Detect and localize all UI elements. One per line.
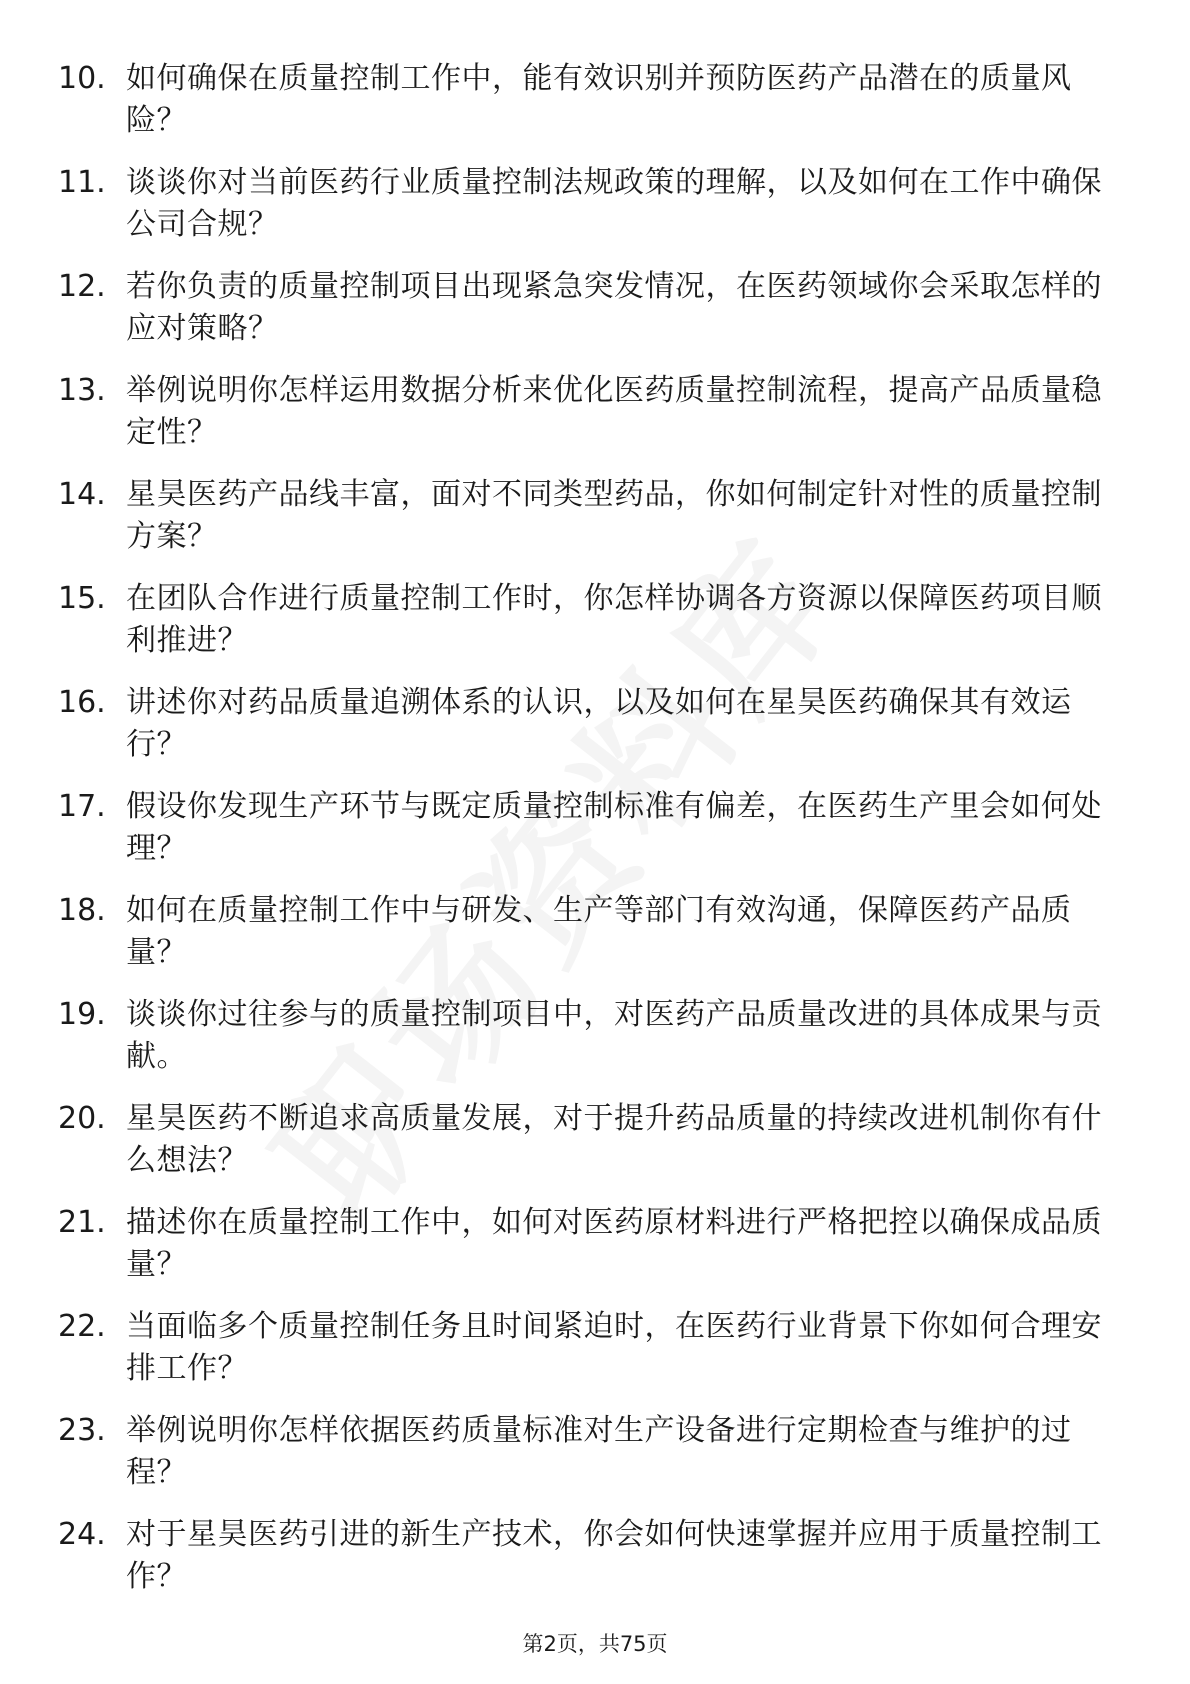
question-list	[0, 50, 1190, 1610]
question-number: 10.	[58, 61, 106, 96]
question-number: 22.	[58, 1309, 106, 1344]
question-item	[0, 50, 1190, 154]
question-text: 讲述你对药品质量追溯体系的认识，以及如何在星昊医药确保其有效运行？	[126, 685, 1072, 762]
question-item	[0, 362, 1190, 466]
question-text: 谈谈你过往参与的质量控制项目中，对医药产品质量改进的具体成果与贡献。	[126, 997, 1102, 1074]
question-item	[0, 986, 1190, 1090]
question-text: 谈谈你对当前医药行业质量控制法规政策的理解，以及如何在工作中确保公司合规？	[126, 165, 1102, 242]
question-number: 23.	[58, 1413, 106, 1448]
question-item	[0, 258, 1190, 362]
question-number: 21.	[58, 1205, 106, 1240]
question-number: 17.	[58, 789, 106, 824]
question-item	[0, 154, 1190, 258]
question-item	[0, 882, 1190, 986]
question-item	[0, 1402, 1190, 1506]
question-number: 13.	[58, 373, 106, 408]
question-item	[0, 778, 1190, 882]
question-text: 如何在质量控制工作中与研发、生产等部门有效沟通，保障医药产品质量？	[126, 893, 1072, 970]
question-text: 举例说明你怎样运用数据分析来优化医药质量控制流程，提高产品质量稳定性？	[126, 373, 1102, 450]
question-number: 18.	[58, 893, 106, 928]
question-text: 举例说明你怎样依据医药质量标准对生产设备进行定期检查与维护的过程？	[126, 1413, 1072, 1490]
question-number: 11.	[58, 165, 106, 200]
question-text: 对于星昊医药引进的新生产技术，你会如何快速掌握并应用于质量控制工作？	[126, 1517, 1102, 1594]
question-number: 14.	[58, 477, 106, 512]
page-footer	[0, 1628, 1190, 1658]
question-item	[0, 1194, 1190, 1298]
question-text: 星昊医药不断追求高质量发展，对于提升药品质量的持续改进机制你有什么想法？	[126, 1101, 1102, 1178]
question-item	[0, 1090, 1190, 1194]
question-number: 12.	[58, 269, 106, 304]
question-number: 24.	[58, 1517, 106, 1552]
question-number: 19.	[58, 997, 106, 1032]
question-text: 当面临多个质量控制任务且时间紧迫时，在医药行业背景下你如何合理安排工作？	[126, 1309, 1102, 1386]
question-text: 在团队合作进行质量控制工作时，你怎样协调各方资源以保障医药项目顺利推进？	[126, 581, 1102, 658]
question-number: 20.	[58, 1101, 106, 1136]
question-item	[0, 466, 1190, 570]
question-text: 若你负责的质量控制项目出现紧急突发情况，在医药领域你会采取怎样的应对策略？	[126, 269, 1102, 346]
question-item	[0, 1298, 1190, 1402]
question-item	[0, 570, 1190, 674]
question-text: 假设你发现生产环节与既定质量控制标准有偏差，在医药生产里会如何处理？	[126, 789, 1102, 866]
question-item	[0, 674, 1190, 778]
question-text: 星昊医药产品线丰富，面对不同类型药品，你如何制定针对性的质量控制方案？	[126, 477, 1102, 554]
question-text: 描述你在质量控制工作中，如何对医药原材料进行严格把控以确保成品质量？	[126, 1205, 1102, 1282]
page-number-label: 第2页，共75页	[522, 1632, 668, 1656]
question-number: 15.	[58, 581, 106, 616]
question-number: 16.	[58, 685, 106, 720]
question-text: 如何确保在质量控制工作中，能有效识别并预防医药产品潜在的质量风险？	[126, 61, 1072, 138]
question-item	[0, 1506, 1190, 1610]
